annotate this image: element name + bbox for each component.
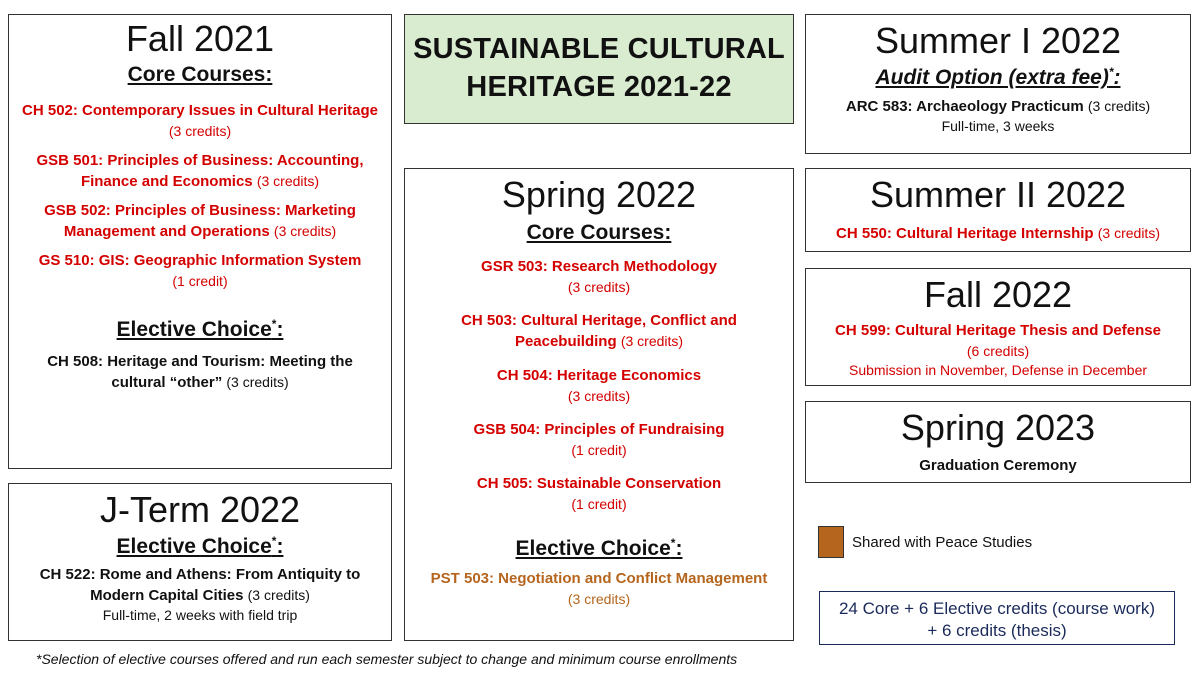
fall-2022-note: Submission in November, Defense in December	[848, 362, 1148, 378]
summer-2-2022-panel	[805, 168, 1191, 252]
spring-2022-elective-heading: Elective Choice*:	[515, 536, 683, 560]
course-ch522: CH 522: Rome and Athens: From Antiquity to Modern Capital Cities (3 credits)	[39, 566, 361, 604]
summary-line-2: + 6 credits (thesis)	[927, 621, 1067, 640]
fall-2021-core-heading: Core Courses:	[127, 63, 273, 86]
jterm-2022-note: Full-time, 2 weeks with field trip	[102, 607, 298, 623]
fall-2021-panel	[8, 14, 392, 469]
summary-line-1: 24 Core + 6 Elective credits (course work)	[838, 599, 1156, 618]
spring-2022-core-heading: Core Courses:	[526, 221, 672, 244]
jterm-2022-elective-heading: Elective Choice*:	[116, 534, 284, 558]
course-ch508: CH 508: Heritage and Tourism: Meeting the cultural “other” (3 credits)	[47, 353, 353, 391]
course-ch505: CH 505: Sustainable Conservation (1 credit)	[476, 475, 722, 512]
program-title-panel	[404, 14, 794, 124]
fall-2022-panel	[805, 268, 1191, 386]
program-title: SUSTAINABLE CULTURAL HERITAGE 2021-22	[413, 33, 785, 103]
course-gsr503: GSR 503: Research Methodology (3 credits)	[481, 258, 717, 295]
summer-1-2022-note: Full-time, 3 weeks	[941, 118, 1055, 134]
course-ch502: CH 502: Contemporary Issues in Cultural Heritage (3 credits)	[22, 102, 378, 139]
spring-2023-panel	[805, 401, 1191, 483]
jterm-2022-panel	[8, 483, 392, 641]
course-gs510: GS 510: GIS: Geographic Information System (1 credit)	[38, 252, 362, 289]
course-gsb504: GSB 504: Principles of Fundraising (1 credit)	[473, 421, 725, 458]
course-pst503: PST 503: Negotiation and Conflict Management (3 credits)	[430, 570, 768, 607]
shared-color-swatch	[818, 526, 844, 558]
credit-summary-panel	[819, 591, 1175, 645]
spring-2023-title: Spring 2023	[900, 407, 1096, 448]
course-ch503: CH 503: Cultural Heritage, Conflict and Peacebuilding (3 credits)	[461, 312, 737, 350]
graduation-ceremony: Graduation Ceremony	[919, 457, 1077, 474]
course-gsb501: GSB 501: Principles of Business: Accounting, Finance and Economics (3 credits)	[36, 152, 364, 190]
spring-2022-panel	[404, 168, 794, 641]
jterm-2022-title: J-Term 2022	[99, 489, 301, 530]
fall-2021-elective-heading: Elective Choice*:	[116, 317, 284, 341]
summer-2-2022-title: Summer II 2022	[869, 174, 1127, 215]
spring-2022-title: Spring 2022	[501, 174, 697, 215]
course-arc583: ARC 583: Archaeology Practicum (3 credits)	[845, 98, 1151, 115]
audit-option-heading: Audit Option (extra fee)*:	[875, 65, 1121, 89]
summer-1-2022-title: Summer I 2022	[874, 20, 1122, 61]
footnote: *Selection of elective courses offered and run each semester subject to change and minimum course enrollments	[36, 651, 738, 667]
legend-label: Shared with Peace Studies	[852, 534, 1033, 551]
summer-1-2022-panel	[805, 14, 1191, 154]
course-ch550: CH 550: Cultural Heritage Internship (3 credits)	[836, 225, 1160, 242]
course-ch504: CH 504: Heritage Economics (3 credits)	[496, 367, 702, 404]
fall-2021-title: Fall 2021	[125, 18, 275, 59]
course-gsb502: GSB 502: Principles of Business: Marketing Management and Operations (3 credits)	[44, 202, 356, 240]
course-ch599: CH 599: Cultural Heritage Thesis and Defense (6 credits)	[835, 322, 1161, 359]
fall-2022-title: Fall 2022	[923, 274, 1073, 315]
